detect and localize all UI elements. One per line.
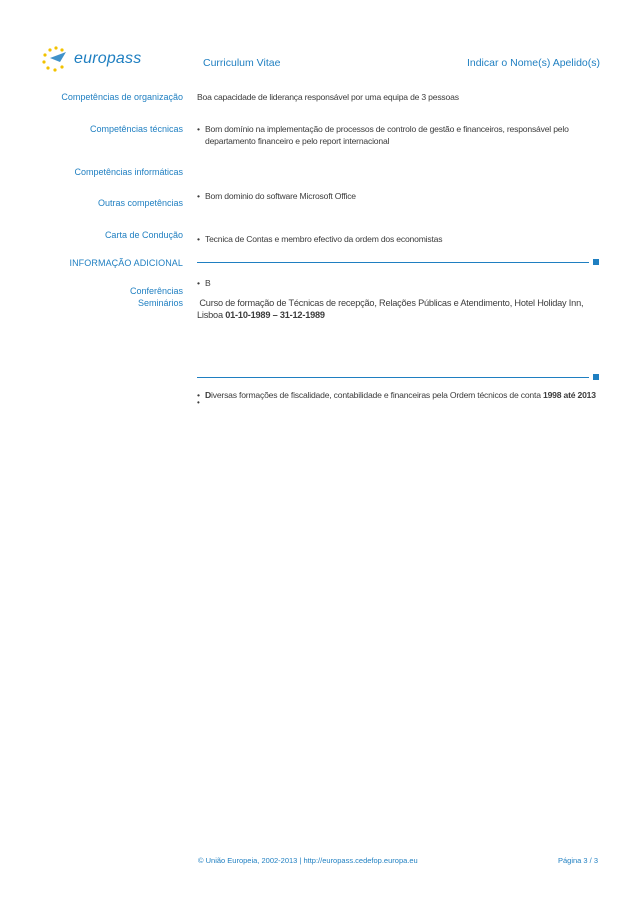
label-technical: Competências técnicas: [89, 124, 183, 134]
footer-page-number: Página 3 / 3: [557, 856, 598, 865]
value-driving-licence: • B: [197, 277, 610, 289]
course-dates: 01-10-1989 – 31-12-1989: [225, 310, 325, 320]
empty-bullet: •: [197, 398, 200, 407]
divider-square-icon-2: [593, 374, 599, 380]
logo-wordmark: europass: [74, 50, 142, 67]
header-title: Curriculum Vitae: [203, 57, 281, 69]
label-driving-licence: Carta de Condução: [104, 230, 183, 240]
training-dates: 1998 até 2013: [542, 390, 596, 400]
course-text: Curso de formação de Técnicas de recepção, Relações Públicas e Atendimento, Hotel Holiday Inn, Lisboa: [197, 298, 584, 320]
header-name: Indicar o Nome(s) Apelido(s): [466, 57, 600, 69]
value-organisational: Boa capacidade de liderança responsável por uma equipa de 3 pessoas: [197, 92, 459, 102]
label-computer: Competências informáticas: [74, 167, 183, 177]
footer-copyright: © União Europeia, 2002-2013 | http://europass.cedefop.europa.eu: [198, 856, 418, 865]
training-text: iversas formações de fiscalidade, contabilidade e financeiras pela Ordem técnicos de conta: [211, 390, 541, 400]
section-divider-2: [197, 377, 589, 378]
value-technical: • Bom domínio na implementação de processos de controlo de gestão e financeiros, responsável pelo departamento financeiro e pelo report internacional: [197, 123, 603, 147]
divider-square-icon: [593, 259, 599, 265]
value-computer: • Bom dominio do software Microsoft Office: [197, 190, 610, 202]
label-seminars: Seminários: [137, 298, 183, 308]
section-additional-info: INFORMAÇÃO ADICIONAL: [69, 258, 183, 268]
label-other: Outras competências: [97, 198, 183, 208]
training-first-letter: D: [205, 390, 212, 400]
label-organisational: Competências de organização: [61, 92, 183, 102]
section-divider: [197, 262, 589, 263]
course-entry: [197, 297, 597, 321]
value-other: • Tecnica de Contas e membro efectivo da ordem dos economistas: [197, 233, 610, 245]
label-conferences: Conferências: [129, 286, 183, 296]
